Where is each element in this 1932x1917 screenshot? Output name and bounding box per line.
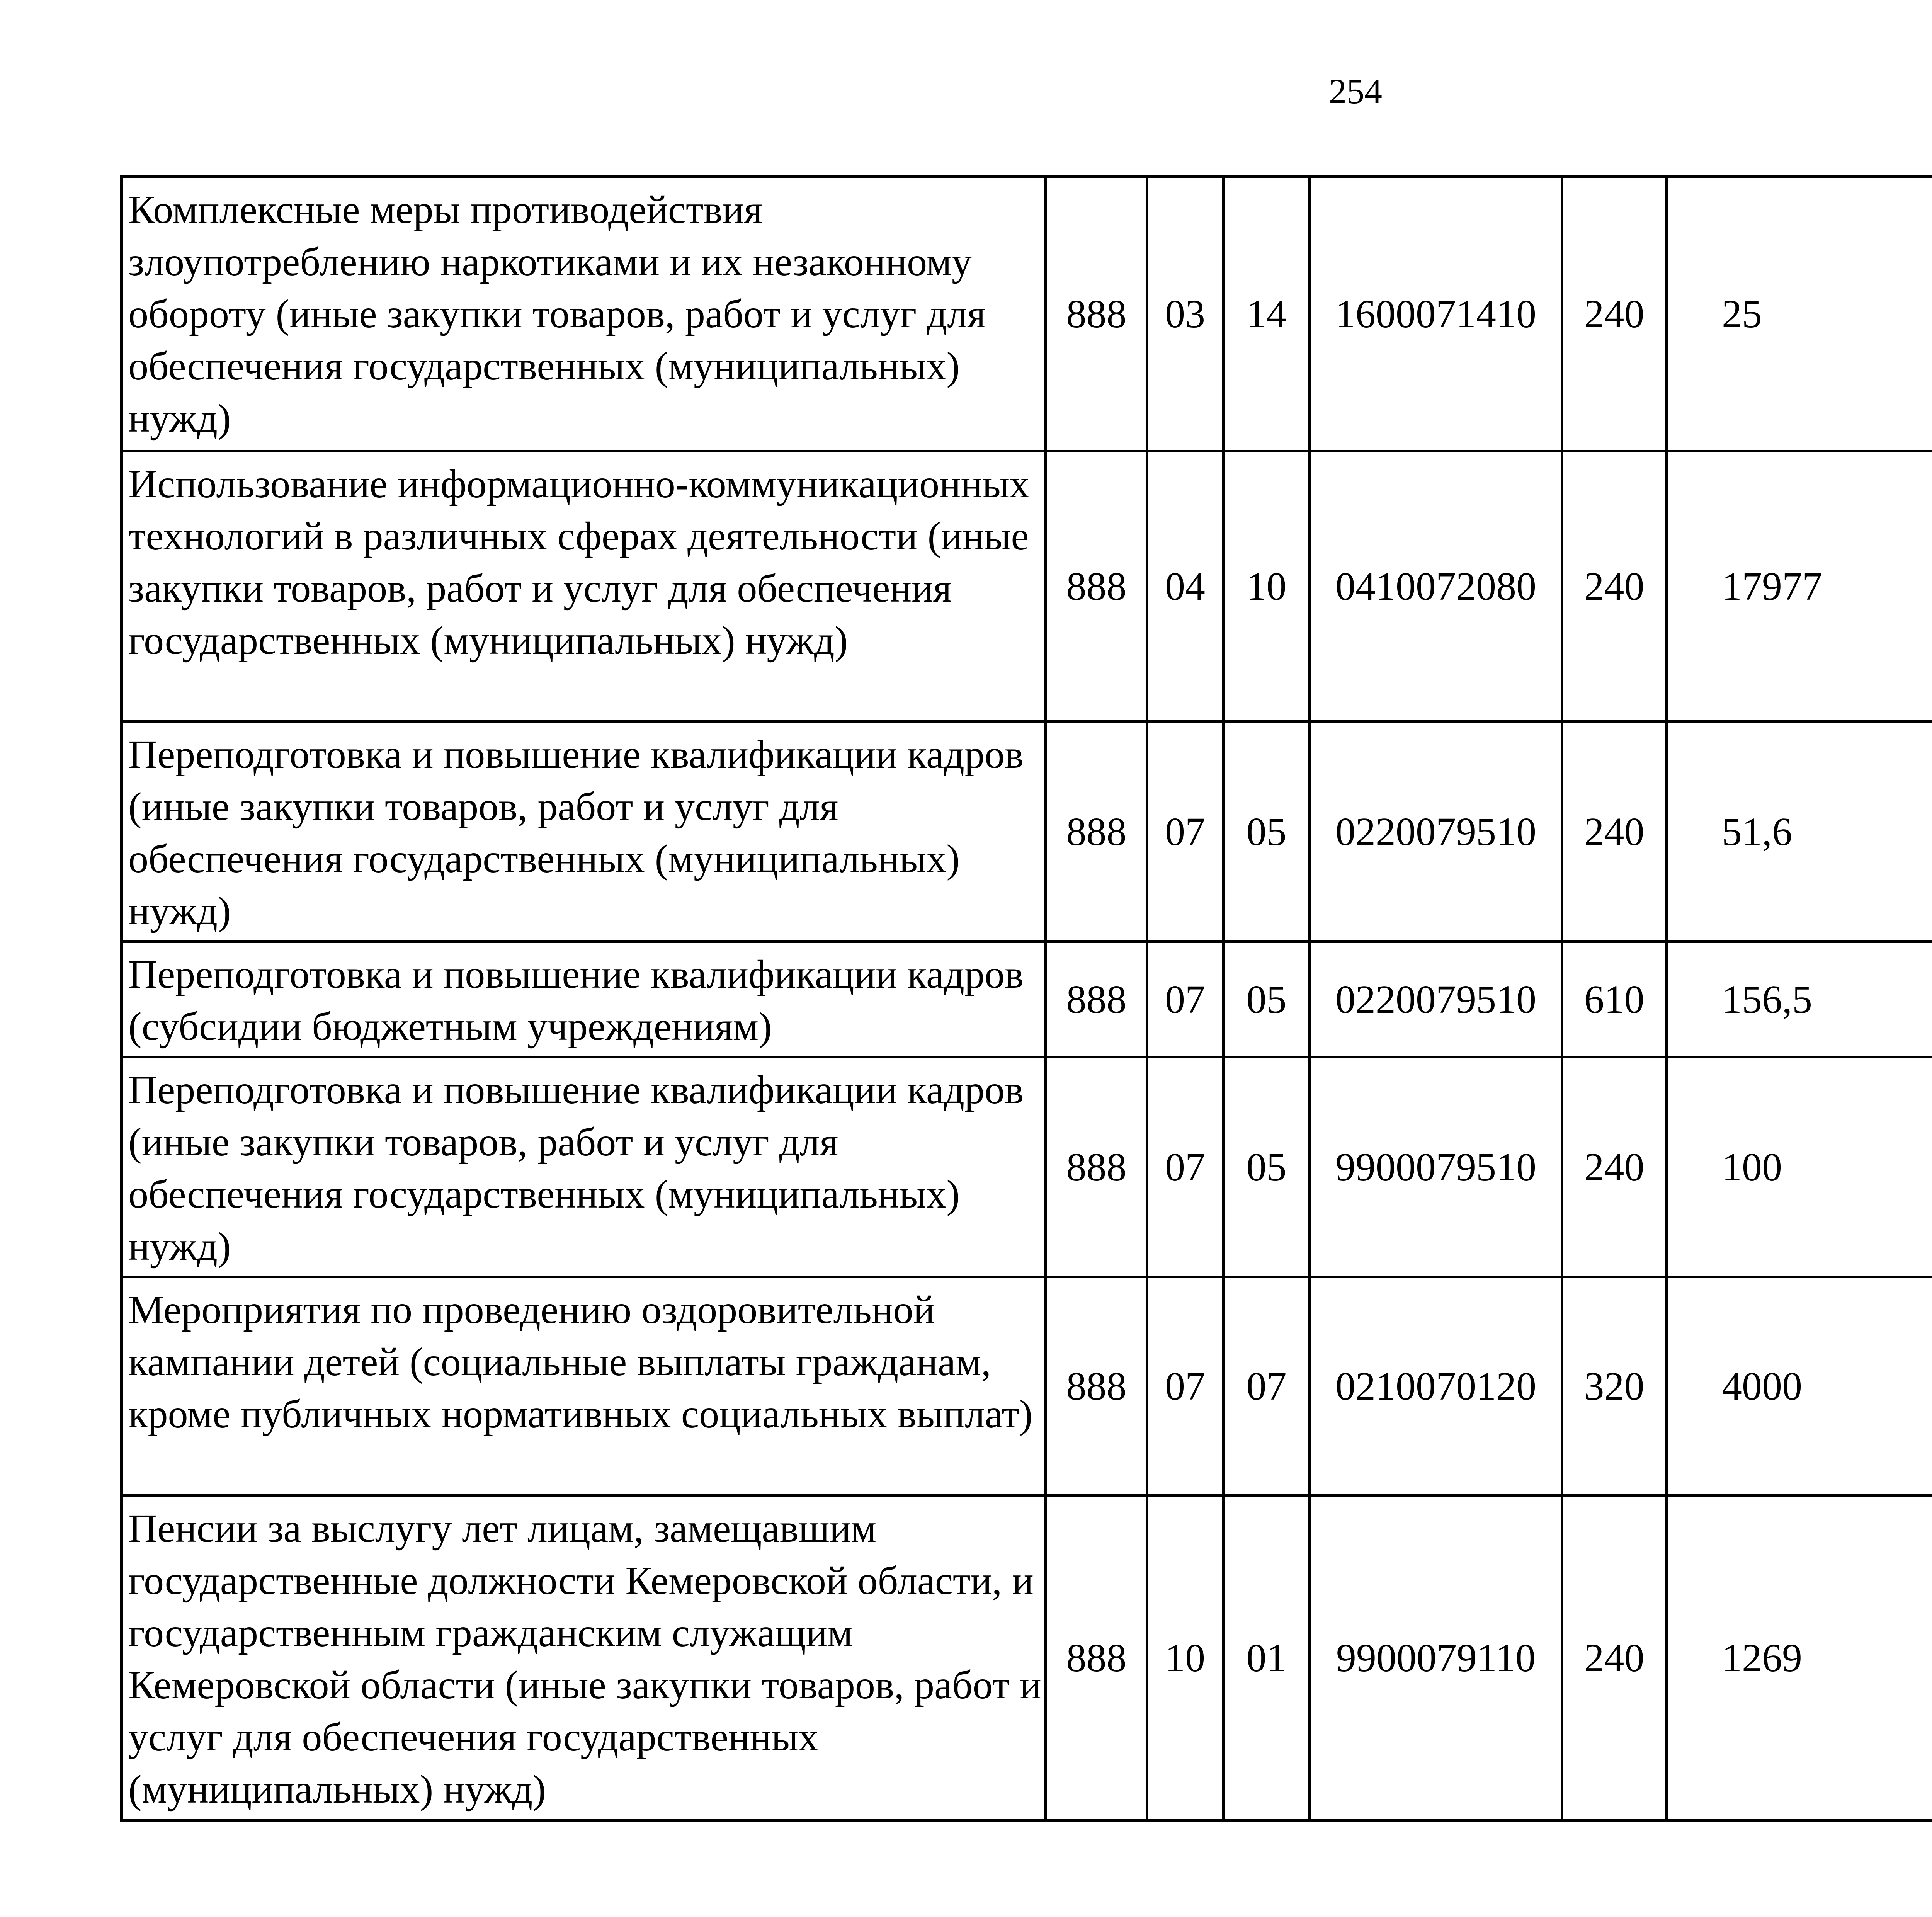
expense-type-code: 240 — [1562, 177, 1667, 451]
row-description: Переподготовка и повышение квалификации кадров (иные закупки товаров, работ и услуг для обеспечения государственных (муниципальных) нужд) — [122, 722, 1046, 942]
subsection-code: 07 — [1223, 1277, 1310, 1496]
amount-year-1: 17977 — [1667, 451, 1932, 722]
budget-table — [120, 175, 1932, 1822]
subsection-code: 14 — [1223, 177, 1310, 451]
section-code: 07 — [1147, 1057, 1223, 1277]
row-description: Использование информационно-коммуникационных технологий в различных сферах деятельности (иные закупки товаров, работ и услуг для обеспечения государственных (муниципальных) нужд) — [122, 451, 1046, 722]
section-code: 04 — [1147, 451, 1223, 722]
table-row — [122, 942, 1932, 1057]
table-row — [122, 722, 1932, 942]
amount-year-1: 100 — [1667, 1057, 1932, 1277]
section-code: 07 — [1147, 722, 1223, 942]
amount-year-1: 51,6 — [1667, 722, 1932, 942]
ministry-code: 888 — [1046, 1277, 1147, 1496]
expense-type-code: 610 — [1562, 942, 1667, 1057]
amount-year-1: 156,5 — [1667, 942, 1932, 1057]
target-article-code: 0220079510 — [1310, 942, 1562, 1057]
subsection-code: 01 — [1223, 1496, 1310, 1820]
ministry-code: 888 — [1046, 177, 1147, 451]
section-code: 07 — [1147, 1277, 1223, 1496]
expense-type-code: 320 — [1562, 1277, 1667, 1496]
section-code: 07 — [1147, 942, 1223, 1057]
target-article-code: 0220079510 — [1310, 722, 1562, 942]
table-row — [122, 451, 1932, 722]
target-article-code: 0210070120 — [1310, 1277, 1562, 1496]
target-article-code: 9900079510 — [1310, 1057, 1562, 1277]
row-description: Переподготовка и повышение квалификации кадров (иные закупки товаров, работ и услуг для обеспечения государственных (муниципальных) нужд) — [122, 1057, 1046, 1277]
ministry-code: 888 — [1046, 1057, 1147, 1277]
expense-type-code: 240 — [1562, 1496, 1667, 1820]
target-article-code: 0410072080 — [1310, 451, 1562, 722]
expense-type-code: 240 — [1562, 722, 1667, 942]
target-article-code: 9900079110 — [1310, 1496, 1562, 1820]
ministry-code: 888 — [1046, 722, 1147, 942]
amount-year-1: 4000 — [1667, 1277, 1932, 1496]
amount-year-1: 25 — [1667, 177, 1932, 451]
ministry-code: 888 — [1046, 1496, 1147, 1820]
row-description: Мероприятия по проведению оздоровительной кампании детей (социальные выплаты гражданам, кроме публичных нормативных социальных выплат) — [122, 1277, 1046, 1496]
subsection-code: 05 — [1223, 942, 1310, 1057]
table-row — [122, 177, 1932, 451]
table-row — [122, 1057, 1932, 1277]
subsection-code: 10 — [1223, 451, 1310, 722]
row-description: Переподготовка и повышение квалификации кадров (субсидии бюджетным учреждениям) — [122, 942, 1046, 1057]
section-code: 10 — [1147, 1496, 1223, 1820]
ministry-code: 888 — [1046, 451, 1147, 722]
amount-year-1: 1269 — [1667, 1496, 1932, 1820]
subsection-code: 05 — [1223, 722, 1310, 942]
expense-type-code: 240 — [1562, 1057, 1667, 1277]
row-description: Комплексные меры противодействия злоупотреблению наркотиками и их незаконному обороту (иные закупки товаров, работ и услуг для обеспечения государственных (муниципальных) нужд) — [122, 177, 1046, 451]
table-row — [122, 1277, 1932, 1496]
ministry-code: 888 — [1046, 942, 1147, 1057]
target-article-code: 1600071410 — [1310, 177, 1562, 451]
page-number: 254 — [1329, 71, 1382, 111]
table-row — [122, 1496, 1932, 1820]
section-code: 03 — [1147, 177, 1223, 451]
row-description: Пенсии за выслугу лет лицам, замещавшим государственные должности Кемеровской области, и государственным гражданским служащим Кемеровской области (иные закупки товаров, работ и услуг для обеспечения государственных (муниципальных) нужд) — [122, 1496, 1046, 1820]
subsection-code: 05 — [1223, 1057, 1310, 1277]
expense-type-code: 240 — [1562, 451, 1667, 722]
